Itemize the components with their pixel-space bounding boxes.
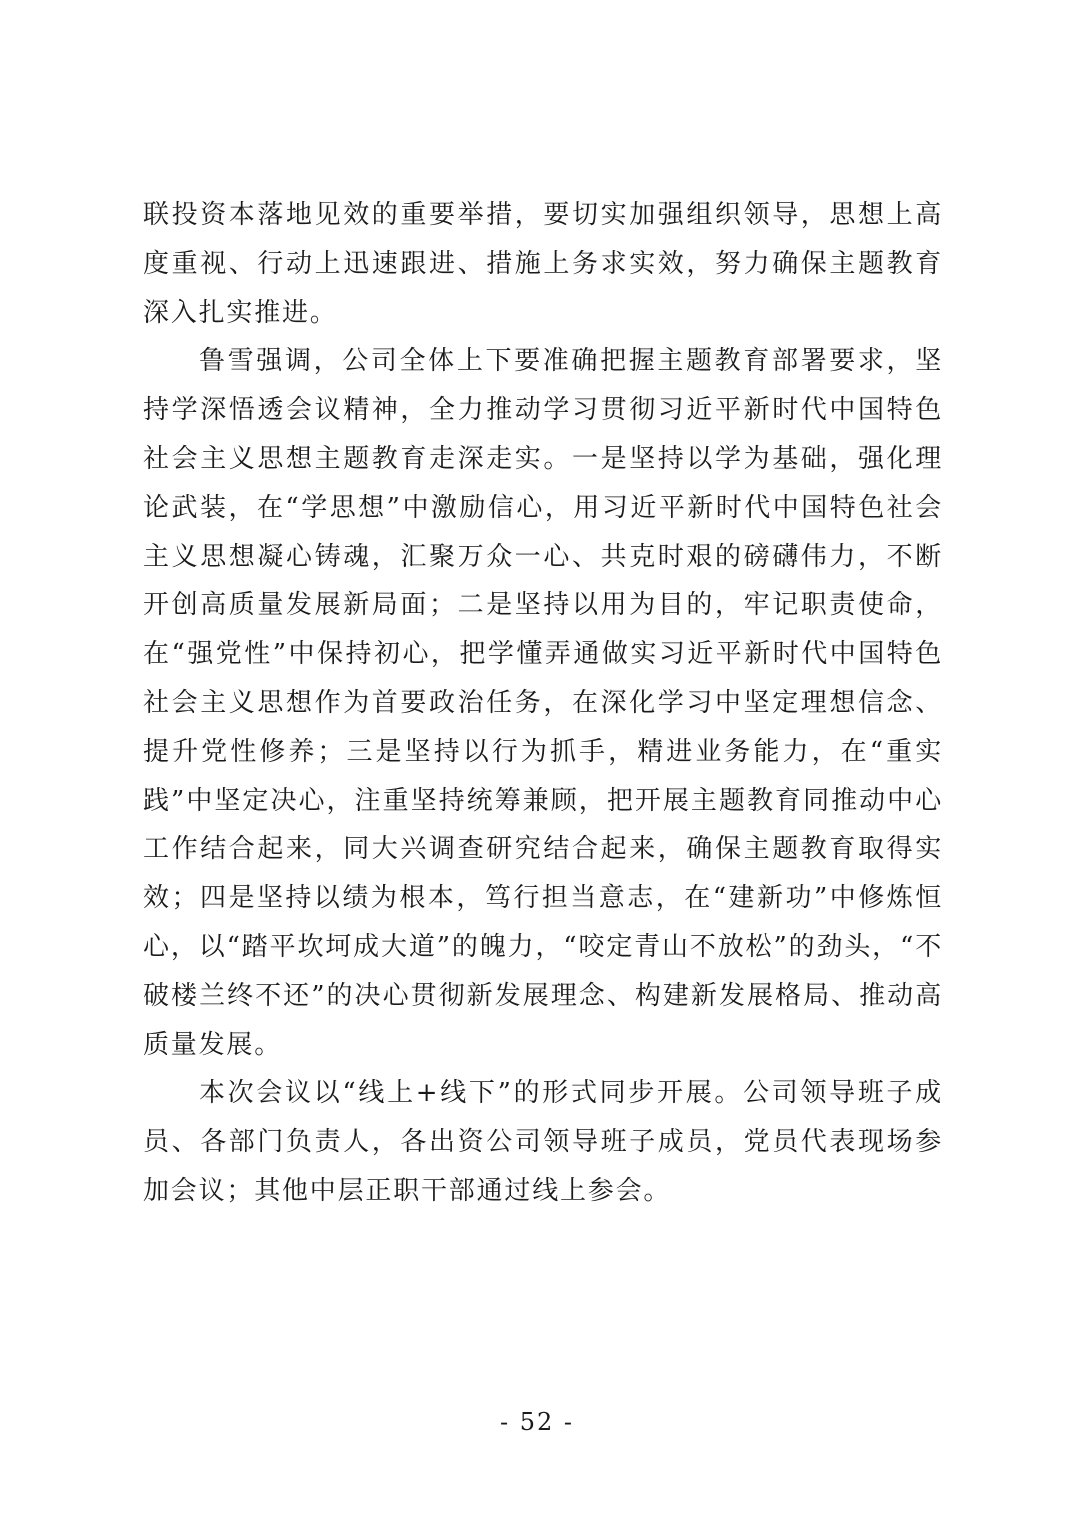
- paragraph-continuation: 联投资本落地见效的重要举措，要切实加强组织领导，思想上高度重视、行动上迅速跟进、措施上务求实效，努力确保主题教育深入扎实推进。: [143, 200, 943, 328]
- body-text: [143, 191, 943, 1216]
- paragraph-meeting-format: 本次会议以“线上+线下”的形式同步开展。公司领导班子成员、各部门负责人，各出资公司领导班子成员，党员代表现场参加会议；其他中层正职干部通过线上参会。: [143, 1078, 943, 1206]
- page-number: - 52 -: [499, 1408, 574, 1436]
- paragraph-lu-xue-remarks: 鲁雪强调，公司全体上下要准确把握主题教育部署要求，坚持学深悟透会议精神，全力推动学习贯彻习近平新时代中国特色社会主义思想主题教育走深走实。一是坚持以学为基础，强化理论武装，在“学思想”中激励信心，用习近平新时代中国特色社会主义思想凝心铸魂，汇聚万众一心、共克时艰的磅礴伟力，不断开创高质量发展新局面；二是坚持以用为目的，牢记职责使命，在“强党性”中保持初心，把学懂弄通做实习近平新时代中国特色社会主义思想作为首要政治任务，在深化学习中坚定理想信念、提升党性修养；三是坚持以行为抓手，精进业务能力，在“重实践”中坚定决心，注重坚持统筹兼顾，把开展主题教育同推动中心工作结合起来，同大兴调查研究结合起来，确保主题教育取得实效；四是坚持以绩为根本，笃行担当意志，在“建新功”中修炼恒心，以“踏平坎坷成大道”的魄力，“咬定青山不放松”的劲头，“不破楼兰终不还”的决心贯彻新发展理念、构建新发展格局、推动高质量发展。: [143, 346, 943, 1060]
